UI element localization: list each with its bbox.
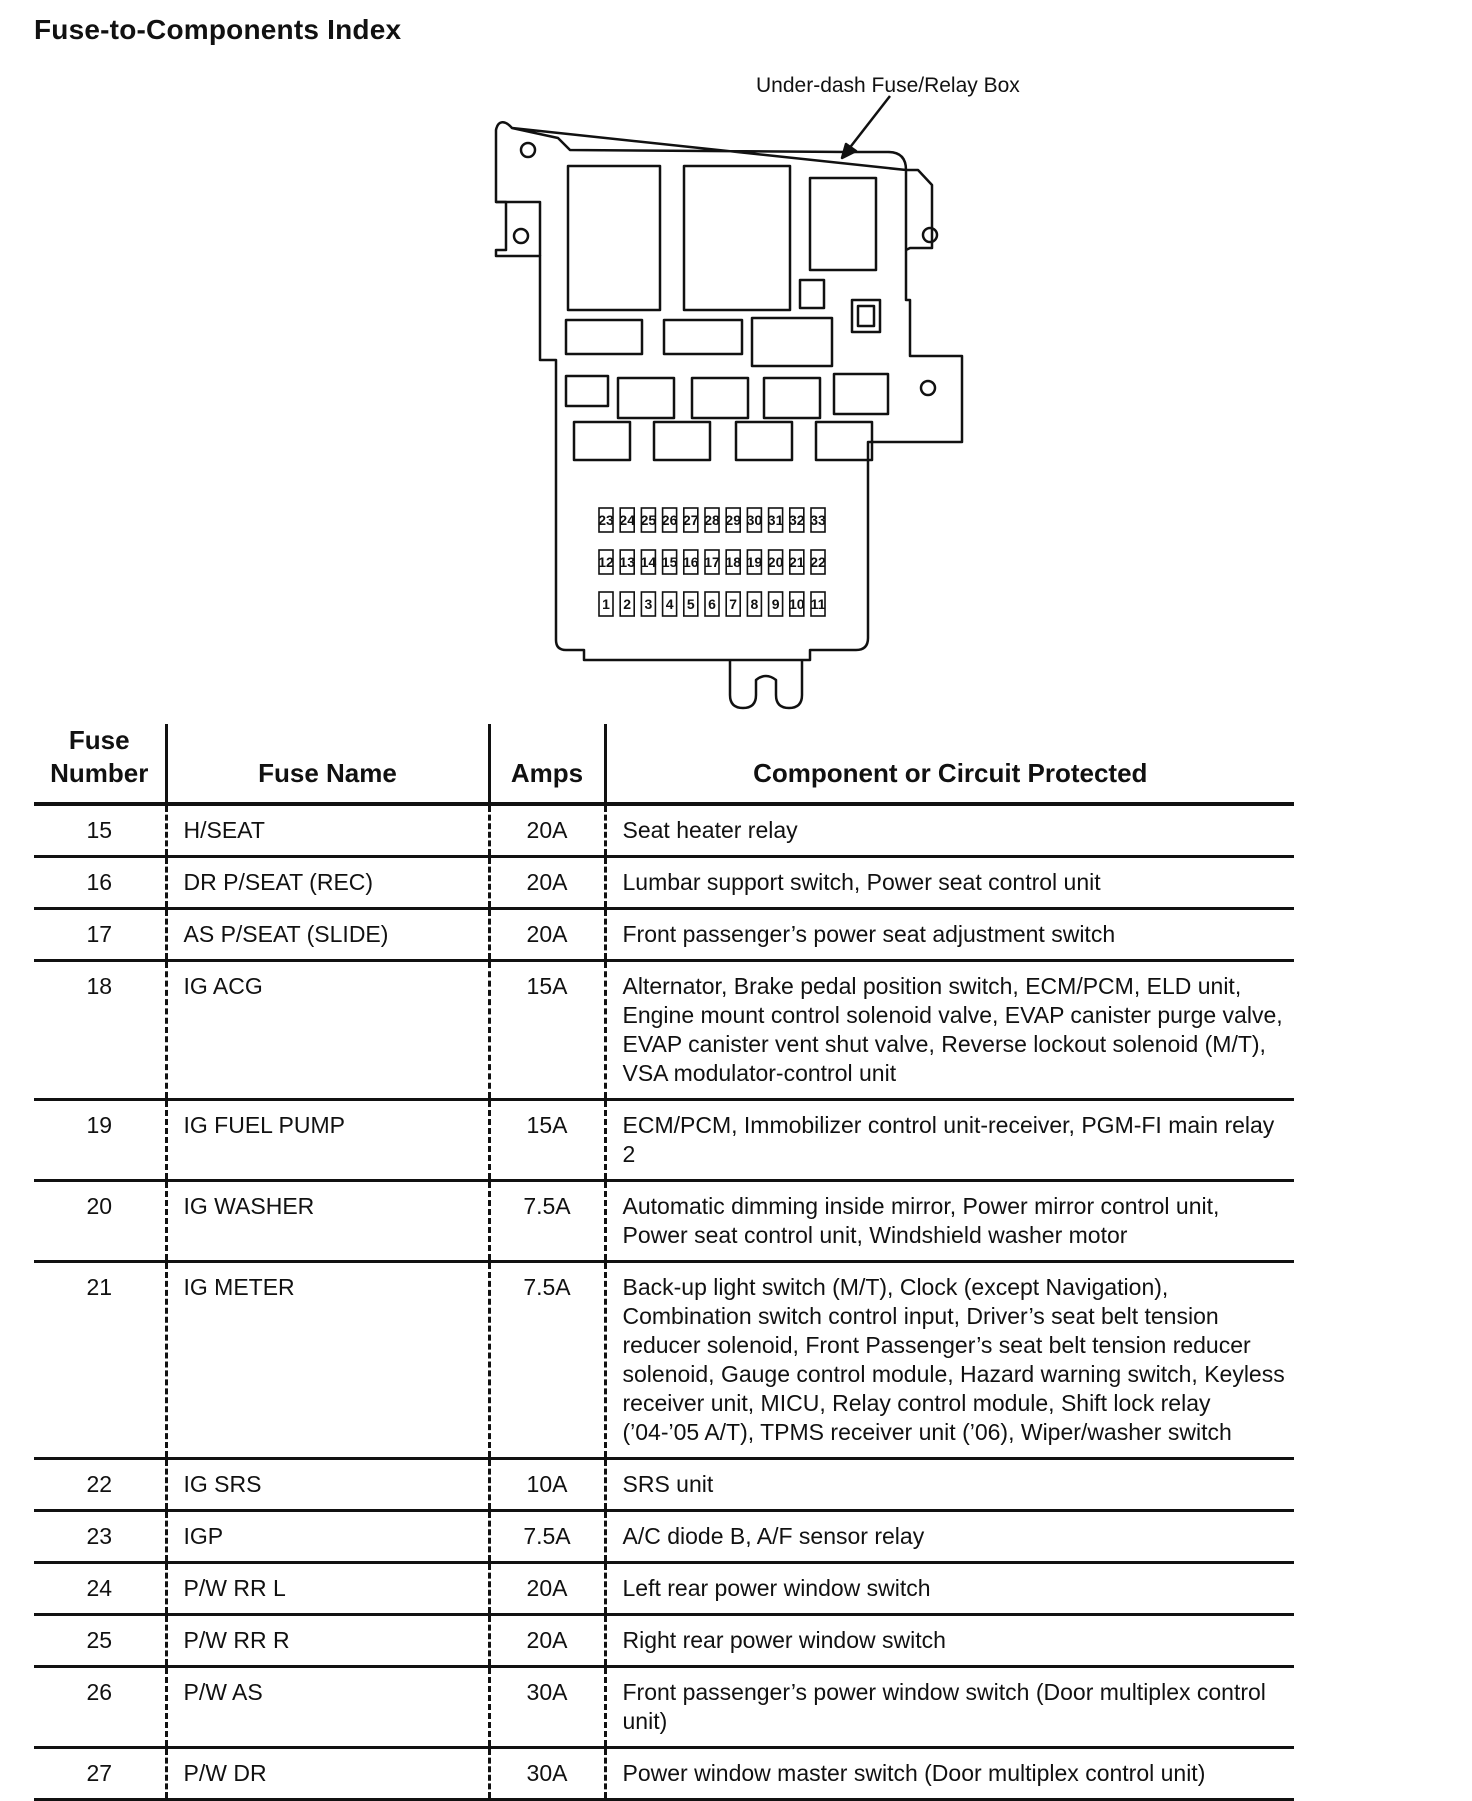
connector-square-inner <box>858 306 874 326</box>
fuse-number-cell: 19 <box>34 1100 166 1181</box>
fuse-slot-number: 22 <box>810 554 826 570</box>
fuse-slot-number: 29 <box>725 512 741 528</box>
amps-cell: 30A <box>489 1667 605 1748</box>
fuse-number-cell: 25 <box>34 1615 166 1667</box>
amps-cell: 20A <box>489 804 605 857</box>
fuse-slot-number: 3 <box>644 596 653 612</box>
fuse-number-cell: 23 <box>34 1511 166 1563</box>
amps-cell: 20A <box>489 1563 605 1615</box>
relay-row4-2 <box>654 422 710 460</box>
fuse-name-cell: IGP <box>166 1511 489 1563</box>
component-cell: Left rear power window switch <box>605 1563 1294 1615</box>
component-cell: ECM/PCM, Immobilizer control unit-receiver, PGM-FI main relay 2 <box>605 1100 1294 1181</box>
fuse-slot-number: 14 <box>640 554 657 570</box>
table-row <box>34 1615 1294 1667</box>
table-row <box>34 1100 1294 1181</box>
mounting-hole-top <box>521 143 535 157</box>
fuse-number-cell: 27 <box>34 1748 166 1800</box>
fuse-slot-number: 18 <box>725 554 741 570</box>
fuse-grid <box>598 508 826 616</box>
table-row <box>34 1459 1294 1511</box>
fuse-slot-number: 12 <box>598 554 614 570</box>
page-title: Fuse-to-Components Index <box>34 14 402 45</box>
amps-cell: 15A <box>489 1100 605 1181</box>
fuse-slot-number: 16 <box>683 554 699 570</box>
fuse-table <box>34 724 1294 1801</box>
fuse-slot-number: 26 <box>661 512 678 528</box>
connector-small <box>800 280 824 308</box>
table-row <box>34 909 1294 961</box>
fuse-number-cell: 16 <box>34 857 166 909</box>
component-cell: Lumbar support switch, Power seat control unit <box>605 857 1294 909</box>
relay-row3-3 <box>764 378 820 418</box>
fuse-table-body <box>34 804 1294 1800</box>
fuse-name-cell: P/W RR R <box>166 1615 489 1667</box>
fuse-slot-number: 5 <box>686 596 695 612</box>
relay-row4-3 <box>736 422 792 460</box>
fuse-slot-number: 23 <box>598 512 614 528</box>
table-row <box>34 1181 1294 1262</box>
component-cell: Right rear power window switch <box>605 1615 1294 1667</box>
mounting-hole-left <box>514 229 528 243</box>
table-row <box>34 804 1294 857</box>
fuse-name-cell: IG ACG <box>166 961 489 1100</box>
fuse-slot-number: 28 <box>704 512 720 528</box>
fuse-number-cell: 15 <box>34 804 166 857</box>
fuse-slot-number: 27 <box>683 512 699 528</box>
fuse-number-cell: 17 <box>34 909 166 961</box>
relay-row4-1 <box>574 422 630 460</box>
fuse-slot-number: 21 <box>789 554 805 570</box>
fuse-slot-number: 6 <box>708 596 716 612</box>
label-leader-line <box>848 96 890 150</box>
fuse-name-cell: DR P/SEAT (REC) <box>166 857 489 909</box>
component-cell: Seat heater relay <box>605 804 1294 857</box>
amps-cell: 7.5A <box>489 1262 605 1459</box>
fuse-slot-number: 2 <box>623 596 632 612</box>
header-amps: Amps <box>489 724 605 804</box>
component-cell: Power window master switch (Door multiplex control unit) <box>605 1748 1294 1800</box>
fuse-slot-number: 19 <box>746 554 763 570</box>
fuse-name-cell: IG METER <box>166 1262 489 1459</box>
relay-row2-3 <box>752 318 832 366</box>
relay-row2-1 <box>566 320 642 354</box>
fuse-number-cell: 18 <box>34 961 166 1100</box>
component-cell: Back-up light switch (M/T), Clock (except Navigation), Combination switch control input, Driver’s seat belt tension reducer solenoid, Front Passenger’s seat belt tension reducer solenoid, Gauge control module, Hazard warning switch, Keyless receiver unit, MICU, Relay control module, Shift lock relay (’04-’05 A/T), TPMS receiver unit (’06), Wiper/washer switch <box>605 1262 1294 1459</box>
diagram-label: Under-dash Fuse/Relay Box <box>756 74 1020 97</box>
fuse-slot-number: 17 <box>704 554 720 570</box>
amps-cell: 20A <box>489 1615 605 1667</box>
fuse-name-cell: P/W RR L <box>166 1563 489 1615</box>
fuse-slot-number: 25 <box>640 512 657 528</box>
fuse-slot-number: 31 <box>767 512 784 528</box>
header-component: Component or Circuit Protected <box>605 724 1294 804</box>
fuse-number-cell: 21 <box>34 1262 166 1459</box>
fuse-slot-number: 1 <box>602 596 610 612</box>
bottom-tab <box>730 660 802 708</box>
relay-row3-0 <box>566 376 608 406</box>
fuse-name-cell: P/W DR <box>166 1748 489 1800</box>
relay-row3-4 <box>834 374 888 414</box>
table-row <box>34 1563 1294 1615</box>
component-cell: Automatic dimming inside mirror, Power mirror control unit, Power seat control unit, Windshield washer motor <box>605 1181 1294 1262</box>
mounting-hole-side <box>921 381 935 395</box>
fuse-slot-number: 15 <box>661 554 678 570</box>
fuse-slot-number: 33 <box>810 512 826 528</box>
relay-large-1 <box>568 166 660 310</box>
amps-cell: 7.5A <box>489 1181 605 1262</box>
fuse-slot-number: 24 <box>619 512 635 528</box>
table-row <box>34 1262 1294 1459</box>
fuse-slot-number: 7 <box>729 596 738 612</box>
header-fuse-name: Fuse Name <box>166 724 489 804</box>
fuse-number-cell: 26 <box>34 1667 166 1748</box>
fuse-slot-number: 10 <box>789 596 805 612</box>
table-header-row <box>34 724 1294 804</box>
amps-cell: 30A <box>489 1748 605 1800</box>
fuse-relay-box-diagram <box>0 0 1472 720</box>
table-row <box>34 1748 1294 1800</box>
table-row <box>34 857 1294 909</box>
relay-row3-1 <box>618 378 674 418</box>
amps-cell: 7.5A <box>489 1511 605 1563</box>
component-cell: Front passenger’s power seat adjustment switch <box>605 909 1294 961</box>
table-row <box>34 1511 1294 1563</box>
amps-cell: 15A <box>489 961 605 1100</box>
fuse-name-cell: IG WASHER <box>166 1181 489 1262</box>
fuse-slot-number: 11 <box>810 596 826 612</box>
fuse-name-cell: AS P/SEAT (SLIDE) <box>166 909 489 961</box>
amps-cell: 20A <box>489 909 605 961</box>
relay-medium-1 <box>810 178 876 270</box>
table-row <box>34 961 1294 1100</box>
relay-row3-2 <box>692 378 748 418</box>
fuse-number-cell: 20 <box>34 1181 166 1262</box>
fuse-name-cell: H/SEAT <box>166 804 489 857</box>
component-cell: SRS unit <box>605 1459 1294 1511</box>
mounting-hole-right <box>923 228 937 242</box>
header-fuse-number: Fuse Number <box>34 724 166 804</box>
fuse-name-cell: IG FUEL PUMP <box>166 1100 489 1181</box>
fuse-name-cell: IG SRS <box>166 1459 489 1511</box>
amps-cell: 10A <box>489 1459 605 1511</box>
amps-cell: 20A <box>489 857 605 909</box>
component-cell: A/C diode B, A/F sensor relay <box>605 1511 1294 1563</box>
fuse-slot-number: 4 <box>665 596 674 612</box>
relay-large-2 <box>684 166 790 310</box>
fuse-number-cell: 24 <box>34 1563 166 1615</box>
fuse-slot-number: 32 <box>789 512 805 528</box>
component-cell: Alternator, Brake pedal position switch, ECM/PCM, ELD unit, Engine mount control solenoid valve, EVAP canister purge valve, EVAP canister vent shut valve, Reverse lockout solenoid (M/T), VSA modulator-control unit <box>605 961 1294 1100</box>
relay-row4-4 <box>816 422 872 460</box>
fuse-slot-number: 30 <box>746 512 763 528</box>
fuse-table-wrap <box>34 724 1294 1801</box>
fuse-name-cell: P/W AS <box>166 1667 489 1748</box>
fuse-number-cell: 22 <box>34 1459 166 1511</box>
fuse-slot-number: 9 <box>771 596 780 612</box>
relay-row2-2 <box>664 320 742 354</box>
fuse-slot-number: 20 <box>767 554 784 570</box>
fuse-slot-number: 8 <box>750 596 759 612</box>
table-row <box>34 1667 1294 1748</box>
component-cell: Front passenger’s power window switch (Door multiplex control unit) <box>605 1667 1294 1748</box>
fuse-slot-number: 13 <box>619 554 635 570</box>
